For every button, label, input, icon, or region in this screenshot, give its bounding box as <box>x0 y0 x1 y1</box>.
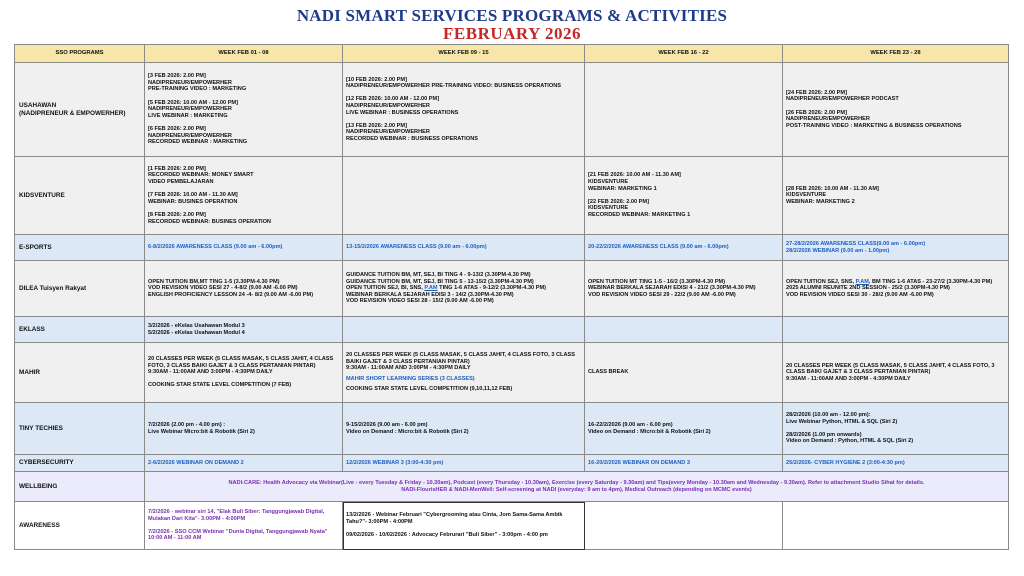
usahawan-week3 <box>585 63 783 157</box>
awareness-week3 <box>585 502 783 550</box>
cybersecurity-week2: 12/2/2026 WEBINAR 3 (3:00-4:30 pm) <box>343 455 585 472</box>
column-header-programs: SSO PROGRAMS <box>15 45 145 63</box>
awareness-week1: 7/2/2026 - webinar siri 14, "Elak Buli Siber: Tanggungjawab Digital, Mulakan Dari Kita"- 3:00PM - 4:00PM 7/2/2026 - SSO CCM Webinar "Dunia Digital, Tanggungjawab Nyata" 10:00 AM - 11:00 AM <box>145 502 343 550</box>
mahir-week1: 20 CLASSES PER WEEK (5 CLASS MASAK, 5 CLASS JAHIT, 4 CLASS FOTO, 3 CLASS BAIKI GAJET & 3 CLASS PERTANIAN PINTAR) 9:30AM - 11:00AM AND 3:00PM - 4:30PM DAILY COOKING STAR STATE LEVEL COMPETITION (7 FEB) <box>145 343 343 403</box>
column-header-week1: WEEK FEB 01 - 08 <box>145 45 343 63</box>
dilea-week4-pam-link[interactable]: P.AM <box>855 278 869 285</box>
tinytechies-week4: 28/2/2026 (10.00 am - 12.00 pm): Live Webinar Python, HTML & SQL (Siri 2) 28/2/2026 (1.00 pm onwards) Video on Demand : Python, HTML & SQL (Siri 2) <box>783 403 1009 455</box>
header-row <box>15 45 1009 63</box>
program-kidsventure: KIDSVENTURE <box>15 157 145 235</box>
mahir-week2-text-a: 20 CLASSES PER WEEK (5 CLASS MASAK, 5 CLASS JAHIT, 4 CLASS FOTO, 3 CLASS BAIKI GAJET & 3 CLASS PERTANIAN PINTAR) 9:30AM - 11:00AM AND 3:00PM - 4:30PM DAILY <box>346 352 575 372</box>
page-subtitle: FEBRUARY 2026 <box>443 24 581 43</box>
kidsventure-week2 <box>343 157 585 235</box>
tinytechies-week2: 9-15/2/2026 (9.00 am - 6.00 pm) Video on Demand : Micro:bit & Robotik (Siri 2) <box>343 403 585 455</box>
esports-week3: 20-22/2/2026 AWARENESS CLASS (9.00 am - 6.00pm) <box>585 235 783 261</box>
usahawan-week4: [24 FEB 2026: 2.00 PM] NADIPRENEUR/EMPOWERHER PODCAST [26 FEB 2026: 2.00 PM] NADIPRENEUR/EMPOWERHER POST-TRAINING VIDEO : MARKETING & BUSINESS OPERATIONS <box>783 63 1009 157</box>
program-usahawan: USAHAWAN (NADIPRENEUR & EMPOWERHER) <box>15 63 145 157</box>
eklass-week4 <box>783 317 1009 343</box>
eklass-week2 <box>343 317 585 343</box>
column-header-week4: WEEK FEB 23 - 28 <box>783 45 1009 63</box>
column-header-week3: WEEK FEB 16 - 22 <box>585 45 783 63</box>
dilea-week1: OPEN TUITION BM,MT TING 1-5 (3.30PM-4.30 PM) VOD REVISION VIDEO SESI 27 - 4-8/2 (9.00 AM -6.00 PM) ENGLISH PROFICIENCY LESSON 24 -4- 8/2 (9.00 AM -6.00 PM) <box>145 261 343 317</box>
mahir-week2-short-series: MAHIR SHORT LEARNING SERIES (3 CLASSES) <box>346 375 475 382</box>
dilea-week2 <box>343 261 585 317</box>
program-cybersecurity: CYBERSECURITY <box>15 455 145 472</box>
kidsventure-week4: [28 FEB 2026: 10.00 AM - 11.30 AM] KIDSVENTURE WEBINAR: MARKETING 2 <box>783 157 1009 235</box>
dilea-week2-text-a: GUIDANCE TUITION BM, MT, SEJ, BI TING 4 - 9-13/2 (3.30PM-4.30 PM) GUIDANCE TUITION BM, MT, SEJ, BI TING 5 - 13-15/2 (3.30PM-4.30 PM) OPEN TUITION SEJ, BI, SNS, <box>346 272 534 292</box>
cybersecurity-week4: 25/2/2026- CYBER HYGIENE 2 (3:00-4:30 pm) <box>783 455 1009 472</box>
row-esports <box>15 235 1009 261</box>
row-cybersecurity <box>15 455 1009 472</box>
mahir-week2-text-b: COOKING STAR STATE LEVEL COMPETITION (9,10,11,12 FEB) <box>346 386 513 393</box>
eklass-week1: 3/2/2026 - eKelas Usahawan Modul 3 5/2/2026 - eKelas Usahawan Modul 4 <box>145 317 343 343</box>
esports-week1: 6-8/2/2026 AWARENESS CLASS (9.00 am - 6.00pm) <box>145 235 343 261</box>
column-header-week2: WEEK FEB 09 - 15 <box>343 45 585 63</box>
mahir-week3: CLASS BREAK <box>585 343 783 403</box>
row-usahawan <box>15 63 1009 157</box>
dilea-week4-text-a: OPEN TUITION SEJ, SNS, <box>786 278 856 285</box>
tinytechies-week1: 7/2/2026 (2.00 pm - 4.00 pm) : Live Webinar Micro:bit & Robotik (Siri 2) <box>145 403 343 455</box>
kidsventure-week1: [1 FEB 2026: 2.00 PM] RECORDED WEBINAR: MONEY SMART VIDEO PEMBELAJARAN [7 FEB 2026: 10.00 AM - 11.30 AM] WEBINAR: BUSINES OPERATION [8 FEB 2026: 2.00 PM] RECORDED WEBINAR: BUSINES OPERATION <box>145 157 343 235</box>
schedule-table <box>14 44 1009 550</box>
program-tinytechies: TINY TECHIES <box>15 403 145 455</box>
tinytechies-week3: 16-22/2/2026 (9.00 am - 6.00 pm) Video on Demand : Micro:bit & Robotik (Siri 2) <box>585 403 783 455</box>
row-mahir <box>15 343 1009 403</box>
program-mahir: MAHIR <box>15 343 145 403</box>
program-eklass: EKLASS <box>15 317 145 343</box>
page-title: NADI SMART SERVICES PROGRAMS & ACTIVITIES <box>296 6 728 25</box>
dilea-week3: OPEN TUITION MT TING 1-5 - 16/2 (3.30PM-4.30 PM) WEBINAR BERKALA SEJARAH EDISI 4 - 21/2 (3.30PM-4.30 PM) VOD REVISION VIDEO SESI 29 - 22/2 (9.00 AM -6.00 PM) <box>585 261 783 317</box>
dilea-week2-text-b: TING 1-6 ATAS - 9-12/2 (3.30PM-4.30 PM) WEBINAR BERKALA SEJARAH EDISI 3 - 14/2 (3.30PM-4.30 PM) VOD REVISION VIDEO SESI 28 - 15/2 (9.00 AM -6.00 PM) <box>346 285 546 305</box>
program-awareness: AWARENESS <box>15 502 145 550</box>
mahir-week4: 20 CLASSES PER WEEK (5 CLASS MASAK, 5 CLASS JAHIT, 4 CLASS FOTO, 3 CLASS BAIKI GAJET & 3 CLASS PERTANIAN PINTAR) 9:30AM - 11:00AM AND 3:00PM - 4:30PM DAILY <box>783 343 1009 403</box>
awareness-week2: 13/2/2026 - Webinar Februari "Cybergrooming atau Cinta, Jom Sama-Sama Ambik Tahu?"- 3:00PM - 4:00PM 09/02/2026 - 10/02/2026 : Advocacy Februrari "Buli Siber" - 3:00pm - 4:00 pm <box>343 502 585 550</box>
cybersecurity-week1: 2-6/2/2026 WEBINAR ON DEMAND 2 <box>145 455 343 472</box>
esports-week4: 27-28/2/2026 AWARENESS CLASS(9.00 am - 6.00pm) 28/2/2026 WEBINAR (9.00 am - 1.00pm) <box>783 235 1009 261</box>
cybersecurity-week3: 16-20/2/2026 WEBINAR ON DEMAND 3 <box>585 455 783 472</box>
usahawan-week1: [3 FEB 2026: 2.00 PM] NADIPRENEUR/EMPOWERHER PRE-TRAINING VIDEO : MARKETING [5 FEB 2026: 10.00 AM - 12.00 PM] NADIPRENEUR/EMPOWERHER LIVE WEBINAR : MARKETING [6 FEB 2026: 2.00 PM] NADIPRENEUR/EMPOWERHER RECORDED WEBINAR : MARKETING <box>145 63 343 157</box>
program-dilea: DILEA Tuisyen Rakyat <box>15 261 145 317</box>
dilea-week2-pam-link[interactable]: P.AM <box>424 285 438 292</box>
dilea-week4 <box>783 261 1009 317</box>
row-tinytechies <box>15 403 1009 455</box>
dilea-week4-text-b: , BM TING 1-6 ATAS - 23-27/2 (3.30PM-4.30 PM) 2025 ALUMNI REUNITE 2ND SESSION - 25/2 (3.30PM-4.30 PM) VOD REVISION VIDEO SESI 30 - 28/2 (9.00 AM -6.00 PM) <box>786 278 993 298</box>
row-wellbeing <box>15 472 1009 502</box>
wellbeing-info: NADI-CARE: Health Advocacy via Webinar(Live - every Tuesday & Friday - 10.30am), Podcast (every Thursday - 10.30am), Exercise (every Saturday - 9.30am) and Tips(every Monday - 10.30am and Wednesday - 9.30am). Refer to attachment Studio Sihat for details. NADI-FlourisHER & NADI-MenWell: Self-screening at NADI (everyday: 9 am to 4pm), Medical Outreach (depending on MCMC events) <box>145 472 1009 502</box>
usahawan-week2: [10 FEB 2026: 2.00 PM] NADIPRENEUR/EMPOWERHER PRE-TRAINING VIDEO: BUSINESS OPERATIONS [12 FEB 2026: 10.00 AM - 12.00 PM] NADIPRENEUR/EMPOWERHER LIVE WEBINAR : BUSINESS OPERATIONS [13 FEB 2026: 2.00 PM] NADIPRENEUR/EMPOWERHER RECORDED WEBINAR : BUSINESS OPERATIONS <box>343 63 585 157</box>
eklass-week3 <box>585 317 783 343</box>
program-wellbeing: WELLBEING <box>15 472 145 502</box>
esports-week2: 13-15/2/2026 AWARENESS CLASS (9.00 am - 6.00pm) <box>343 235 585 261</box>
row-kidsventure <box>15 157 1009 235</box>
row-dilea <box>15 261 1009 317</box>
program-esports: E-SPORTS <box>15 235 145 261</box>
awareness-week4 <box>783 502 1009 550</box>
row-eklass <box>15 317 1009 343</box>
row-awareness <box>15 502 1009 550</box>
mahir-week2 <box>343 343 585 403</box>
kidsventure-week3: [21 FEB 2026: 10.00 AM - 11.30 AM] KIDSVENTURE WEBINAR: MARKETING 1 [22 FEB 2026: 2.00 PM] KIDSVENTURE RECORDED WEBINAR: MARKETING 1 <box>585 157 783 235</box>
